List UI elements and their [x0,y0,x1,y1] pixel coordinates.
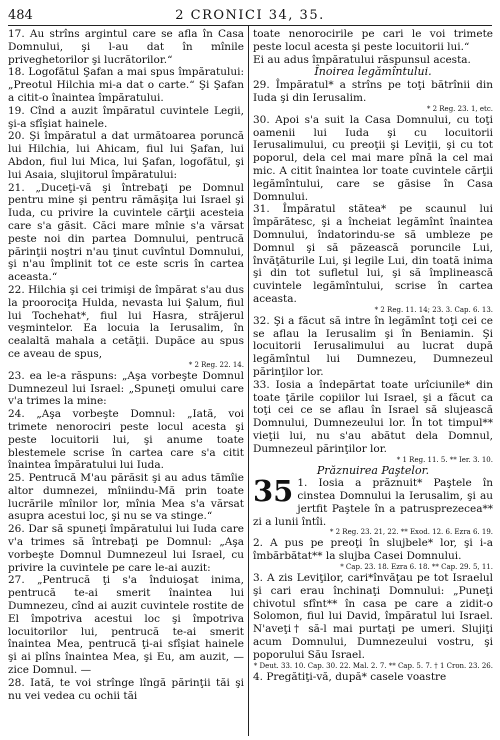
section-heading-passover: Prăznuirea Paştelor. [316,463,430,477]
verse-34-20: 20. Şi împăratul a dat următoarea poruncă lui Hilchia, lui Ahicam, fiul lui Şafan, lui Abdon, fiul lui Mica, lui Şafan, logofătul, şi lui Asaia, slujitorul împăratului: [8,130,244,181]
verse-34-26: 26. Dar să spuneţi împăratului lui Iuda care v'a trimes să întrebaţi pe Domnul: „Aşa vorbeşte Domnul Dumnezeul lui Israel, cu privire la cuvintele pe care le-ai auzit: [8,523,244,574]
right-column [253,28,493,683]
page-header [8,8,492,24]
cross-reference: * 2 Reg. 23. 1, etc. [426,104,493,113]
header-rule [8,25,492,26]
verse-34-18: 18. Logofătul Şafan a mai spus împăratului: „Preotul Hilchia mi-a dat o carte.“ Şi Şafan a citit-o înaintea împăratului. [8,66,244,104]
verse-34-23: 23. ea le-a răspuns: „Aşa vorbeşte Domnul Dumnezeul lui Israel: „Spuneţi omului care v'a trimes la mine: [8,369,244,408]
verse-34-31: 31. Împăratul stătea* pe scaunul lui împărătesc, şi a încheiat legămînt înaintea Domnului, îndatorindu-se să umbleze pe Domnul şi să păzească poruncile Lui, învăţăturile Lui, şi legile Lui, din toată inima şi din tot sufletul lui, şi să împlinească cuvintele legămîntului, scrise în cartea aceasta. [253,203,493,305]
verse-34-33: 33. Iosia a îndepărtat toate urîciunile* din toate ţările copiilor lui Israel, şi a făcut ca toţi cei ce se aflau în Israel să slujească Domnului, Dumnezeului lor. În tot timpul** vieţii lui, nu s'au abătut dela Domnul, Dumnezeul părinţilor lor. [253,378,493,455]
cross-reference: * Cap. 23. 18. Ezra 6. 18. ** Cap. 29. 5, 11. [340,563,493,572]
chapter-35-start [253,474,493,528]
cross-reference: * 2 Reg. 23. 21, 22. ** Exod. 12. 6. Ezra 6. 19. [329,528,493,537]
verse-34-21: 21. „Duceţi-vă şi întrebaţi pe Domnul pentru mine şi pentru rămăşiţa lui Israel şi Iuda, cu privire la cuvintele cărţii acesteia care s'a găsit. Căci mare mînie s'a vărsat peste noi din partea Domnului, pentrucă părinţii noştri n'au ţinut cuvîntul Domnului, şi n'au împlinit tot ce este scris în cartea aceasta.“ [8,181,244,284]
verse-34-27: 27. „Pentrucă ţi s'a înduioşat inima, pentrucă te-ai smerit înaintea lui Dumnezeu, cînd ai auzit cuvintele rostite de El împotriva acestui loc şi împotriva locuitorilor lui, pentrucă te-ai smerit înaintea Mea, pentrucă ţi-ai sfîşiat hainele şi ai plîns înaintea Mea, şi Eu, am auzit, — zice Domnul. — [8,574,244,677]
cross-reference: * 2 Reg. 11. 14; 23. 3. Cap. 6. 13. [374,305,493,314]
verse-34-17: 17. Au strîns argintul care se afla în Casa Domnului, şi l-au dat în mînile priveghetorilor şi lucrătorilor.“ [8,28,244,66]
column-divider [248,25,249,736]
verse-34-29: 29. Împăratul* a strîns pe toţi bătrînii din Iuda şi din Ierusalim. [253,79,493,104]
verse-34-25: 25. Pentrucă M'au părăsit şi au adus tămîie altor dumnezei, mîniindu-Mă prin toate lucrările mînilor lor, mînia Mea s'a vărsat asupra acestui loc, şi nu se va stinge.“ [8,472,244,523]
section-heading-covenant: Înoirea legămîntului. [314,65,432,79]
verse-34-19: 19. Cînd a auzit împăratul cuvintele Legii, şi-a sfîşiat hainele. [8,104,244,130]
cross-reference: * 2 Reg. 22. 14. [188,360,244,369]
cross-reference: * 1 Reg. 11. 5. ** Ier. 3. 10. [396,455,493,464]
verse-34-22: 22. Hilchia şi cei trimişi de împărat s'au dus la proorociţa Hulda, nevasta lui Şalum, fiul lui Tochehat*, fiul lui Hasra, străjerul veşmintelor. Ea locuia la Ierusalim, în cealaltă mahala a cetăţii. Dupăce au spus ce aveau de spus, [8,283,244,360]
verse-34-30: 30. Apoi s'a suit la Casa Domnului, cu toţi oamenii lui Iuda şi cu locuitorii Ierusalimului, cu preoţii şi Leviţii, şi cu tot poporul, dela cel mai mare pînă la cel mai mic. A citit înaintea lor toate cuvintele cărţii legămîntului, care se găsise în Casa Domnului. [253,113,493,203]
page-number: 484 [8,8,33,23]
verse-34-28-cont: toate nenorocirile pe cari le voi trimete peste locul acesta şi peste locuitorii lui.“ [253,28,493,53]
cross-reference: * Deut. 33. 10. Cap. 30. 22. Mal. 2. 7. ** Cap. 5. 7. † 1 Cron. 23. 26. [253,661,493,670]
verse-34-32: 32. Şi a făcut să intre în legămînt toţi cei ce se aflau la Ierusalim şi în Beniamin. Şi locuitorii Ierusalimului au lucrat după legămîntul lui Dumnezeu, Dumnezeul părinţilor lor. [253,314,493,378]
running-title: 2 CRONICI 34, 35. [175,8,325,23]
left-column [8,28,244,702]
verse-34-28-end: Ei au adus împăratului răspunsul acesta. [253,53,471,66]
verse-35-1: 1. Iosia a prăznuit* Paştele în cinstea Domnului la Ierusalim, şi au jertfit Paştele în a patrusprezecea** zi a lunii întîi. [253,477,493,528]
chapter-number: 35 [253,474,294,509]
verse-35-3: 3. A zis Leviţilor, cari*învăţau pe tot Israelul şi cari erau închinaţi Domnului: „Puneţi chivotul sfînt** în casa pe care a zidit-o Solomon, fiul lui David, împăratul lui Israel. N'aveţi† să-l mai purtaţi pe umeri. Slujiţi acum Domnului, Dumnezeului vostru, şi poporului Său Israel. [253,572,493,661]
verse-35-4: 4. Pregătiţi-vă, după* casele voastre [253,670,447,683]
verse-34-24: 24. „Aşa vorbeşte Domnul: „Iată, voi trimete nenorociri peste locul acesta şi peste locuitorii lui, şi anume toate blestemele scrise în cartea care s'a citit înaintea împăratului lui Iuda. [8,408,244,472]
verse-35-2: 2. A pus pe preoţi în slujbele* lor, şi i-a îmbărbătat** la slujba Casei Domnului. [253,537,493,563]
verse-34-28: 28. Iată, te voi strînge lîngă părinţii tăi şi nu vei vedea cu ochii tăi [8,676,244,702]
